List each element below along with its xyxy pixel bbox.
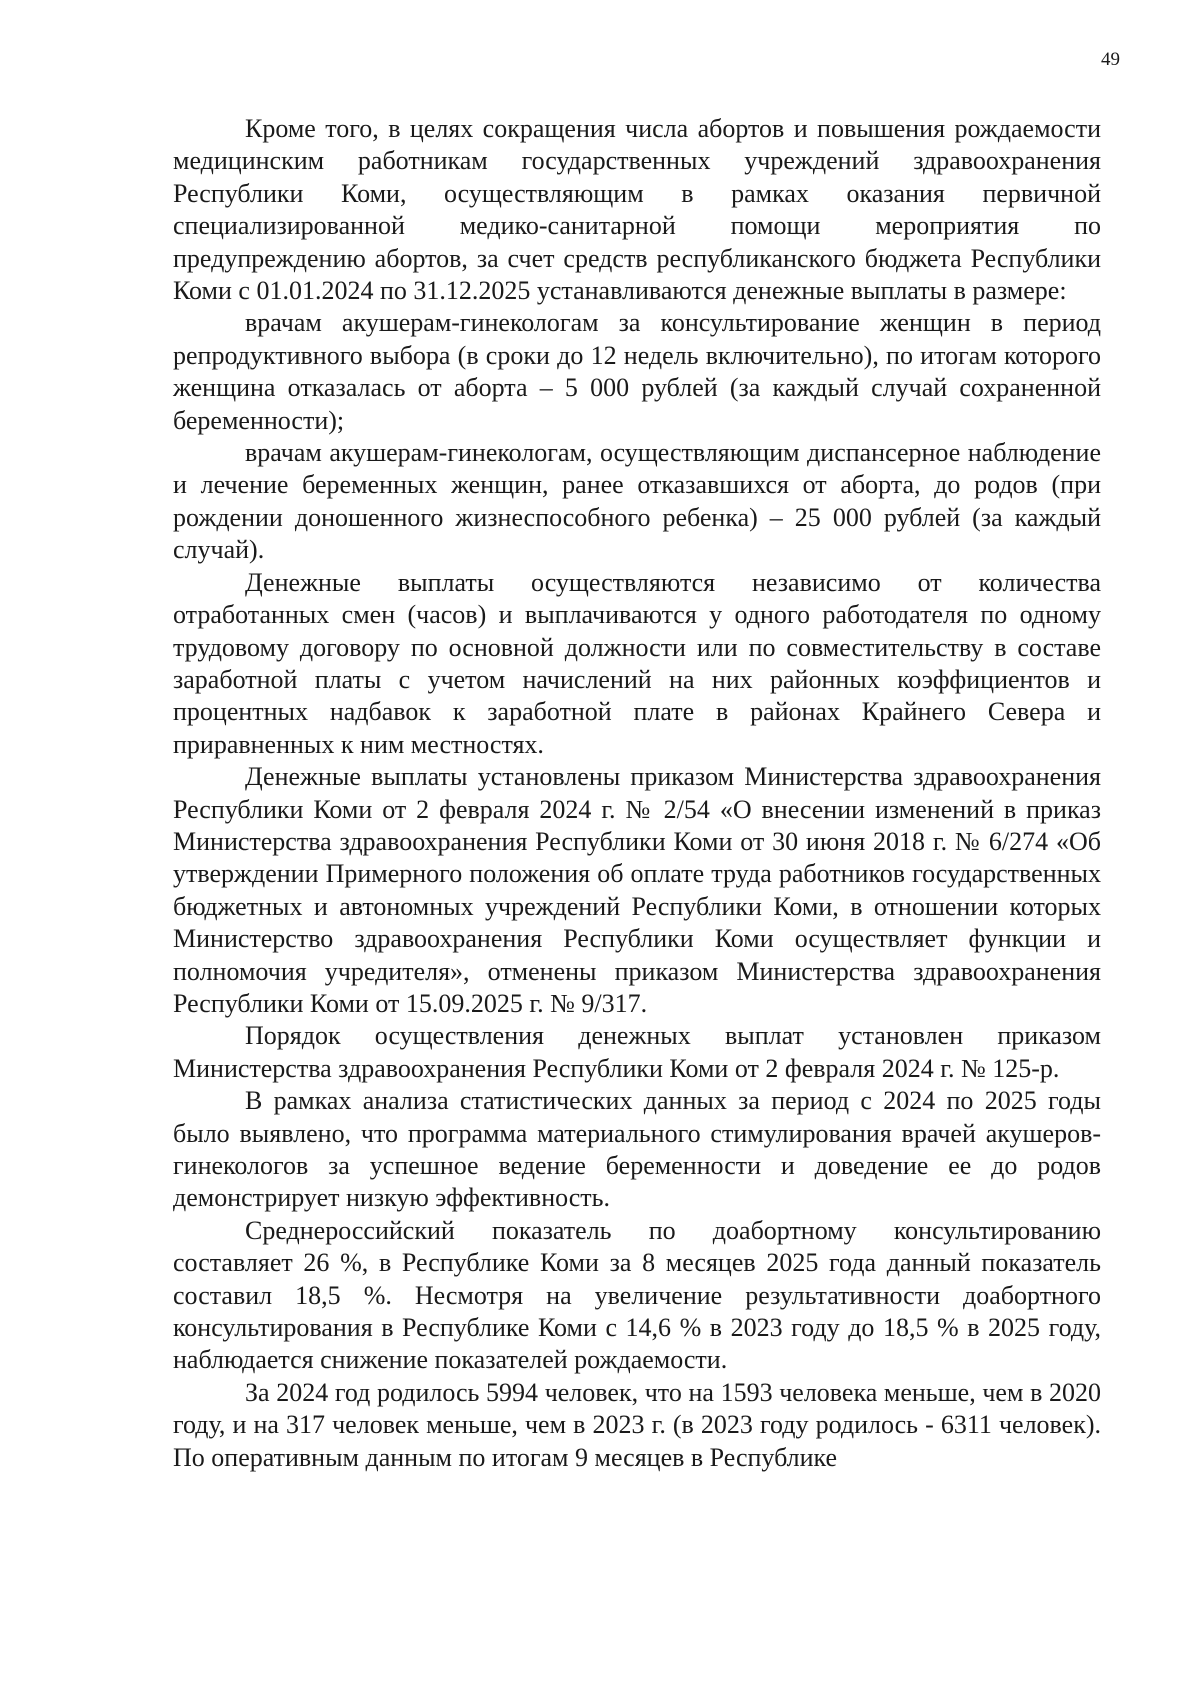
paragraph-consultation-payment: врачам акушерам-гинекологам за консультирование женщин в период репродуктивного выбора (в сроки до 12 недель включительно), по итогам которого женщина отказалась от аборта – 5 000 рублей (за каждый случай сохраненной беременности);	[173, 308, 1101, 435]
paragraph-payment-conditions: Денежные выплаты осуществляются независимо от количества отработанных смен (часов) и выплачиваются у одного работодателя по одному трудовому договору по основной должности или по совместительству в составе заработной платы с учетом начислений на них районных коэффициентов и процентных надбавок к заработной плате в районах Крайнего Севера и приравненных к ним местностях.	[173, 567, 1101, 759]
paragraph-payment-procedure: Порядок осуществления денежных выплат установлен приказом Министерства здравоохранения Республики Коми от 2 февраля 2024 г. № 125-р.	[173, 1021, 1101, 1083]
paragraph-birth-statistics: За 2024 год родилось 5994 человек, что на 1593 человека меньше, чем в 2020 году, и на 317 человек меньше, чем в 2023 г. (в 2023 году родилось - 6311 человек). По оперативным данным по итогам 9 месяцев в Республике	[173, 1377, 1101, 1472]
paragraph-consultation-indicator: Среднероссийский показатель по доабортному консультированию составляет 26 %, в Республике Коми за 8 месяцев 2025 года данный показатель составил 18,5 %. Несмотря на увеличение результативности доабортного консультирования в Республике Коми с 14,6 % в 2023 году до 18,5 % в 2025 году, наблюдается снижение показателей рождаемости.	[173, 1215, 1101, 1375]
paragraph-dispensary-payment: врачам акушерам-гинекологам, осуществляющим диспансерное наблюдение и лечение беременных женщин, ранее отказавшихся от аборта, до родов (при рождении доношенного жизнеспособного ребенка) – 25 000 рублей (за каждый случай).	[173, 438, 1101, 565]
paragraph-statistics-analysis: В рамках анализа статистических данных за период с 2024 по 2025 годы было выявлено, что программа материального стимулирования врачей акушеров-гинекологов за успешное ведение беременности и доведение ее до родов демонстрирует низкую эффективность.	[173, 1086, 1101, 1213]
page-number: 49	[1101, 49, 1120, 70]
paragraph-abortion-prevention-payments: Кроме того, в целях сокращения числа абортов и повышения рождаемости медицинским работникам государственных учреждений здравоохранения Республики Коми, осуществляющим в рамках оказания первичной специализированной медико-санитарной помощи мероприятия по предупреждению абортов, за счет средств республиканского бюджета Республики Коми с 01.01.2024 по 31.12.2025 устанавливаются денежные выплаты в размере:	[173, 114, 1101, 306]
paragraph-payment-order-reference: Денежные выплаты установлены приказом Министерства здравоохранения Республики Коми от 2 февраля 2024 г. № 2/54 «О внесении изменений в приказ Министерства здравоохранения Республики Коми от 30 июня 2018 г. № 6/274 «Об утверждении Примерного положения об оплате труда работников государственных бюджетных и автономных учреждений Республики Коми, в отношении которых Министерство здравоохранения Республики Коми осуществляет функции и полномочия учредителя», отменены приказом Министерства здравоохранения Республики Коми от 15.09.2025 г. № 9/317.	[173, 762, 1101, 1018]
document-body	[173, 113, 1101, 1474]
